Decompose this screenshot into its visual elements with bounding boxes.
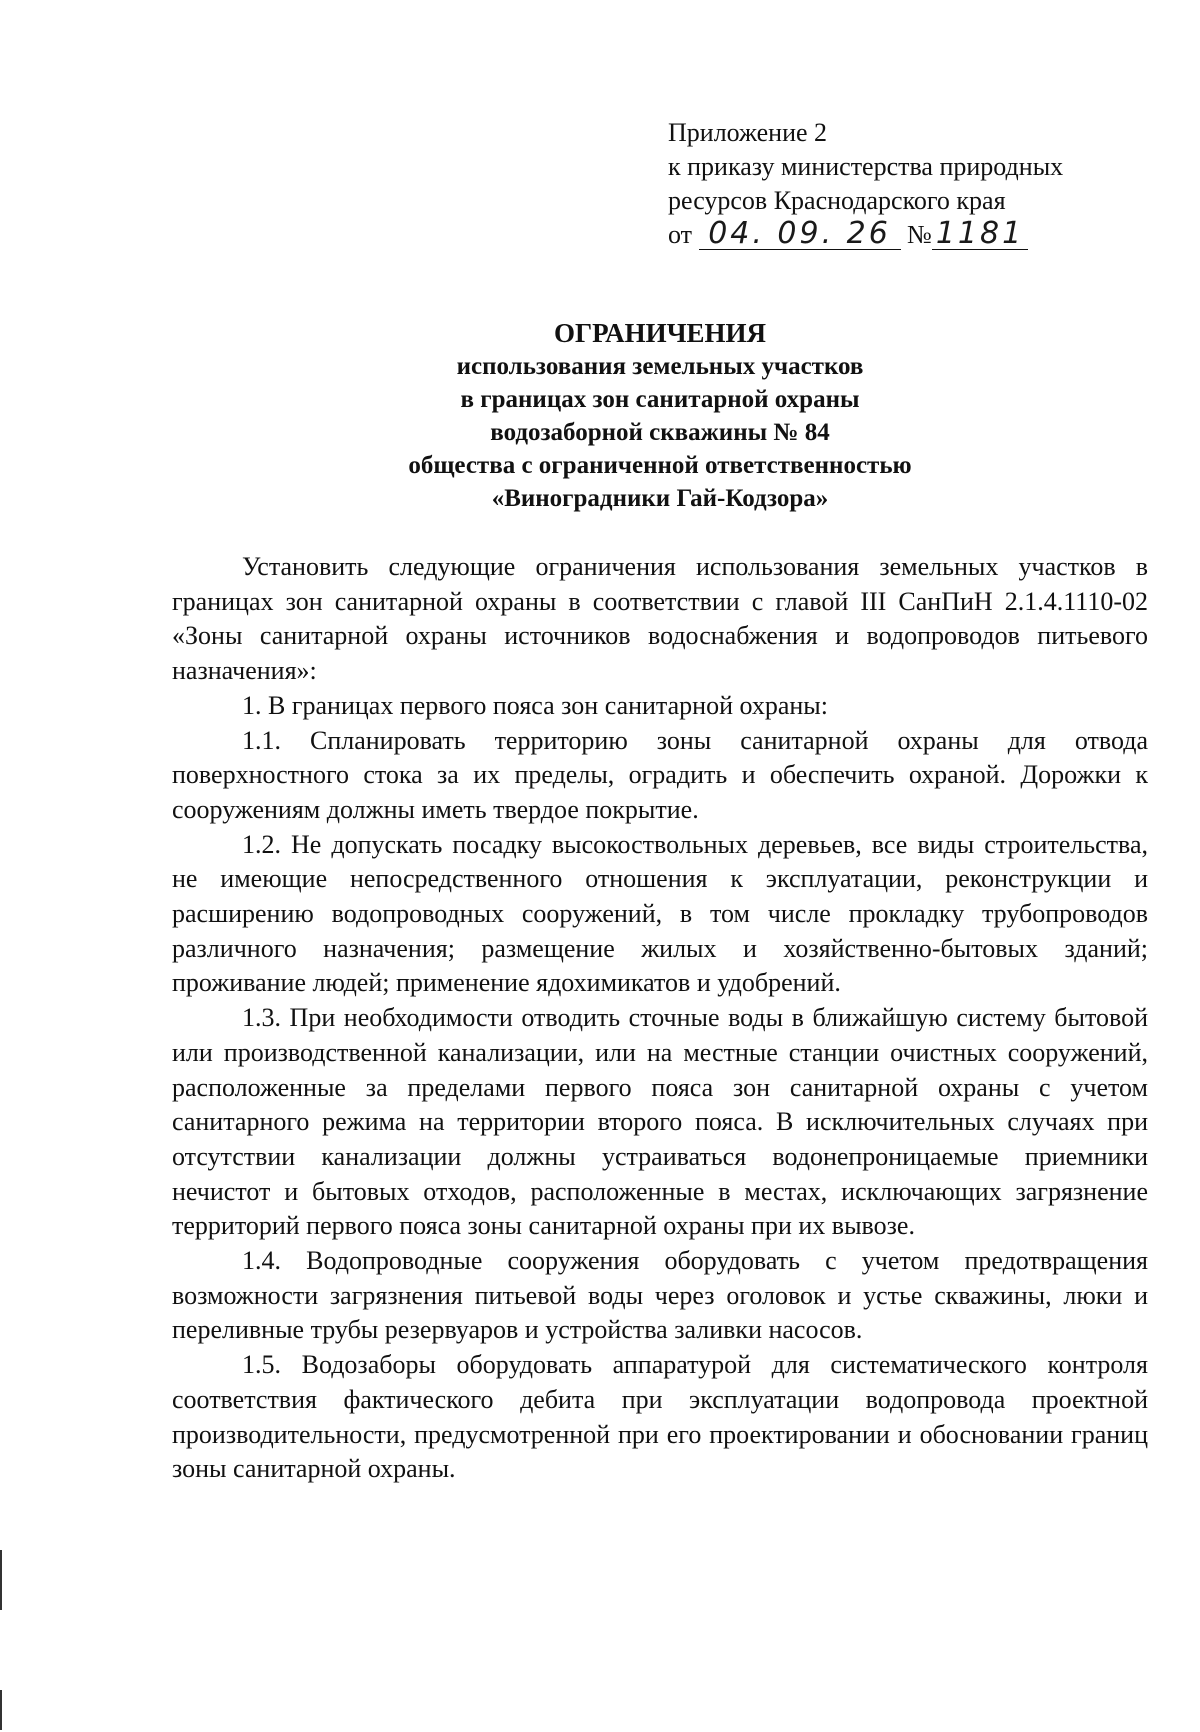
title-line: водозаборной скважины № 84: [490, 419, 830, 446]
handwritten-number: 1181: [932, 219, 1028, 250]
number-sign: №: [907, 220, 932, 249]
intro-paragraph: Установить следующие ограничения использования земельных участков в границах зон санитарной охраны в соответствии с главой III СанПиН 2.1.4.1110-02 «Зоны санитарной охраны источников водоснабжения и водопроводов питьевого назначения»:: [172, 552, 1148, 686]
appendix-order-reference: к приказу министерства природных: [668, 152, 1064, 181]
handwritten-date: 04. 09. 26: [699, 219, 901, 250]
title-line: общества с ограниченной ответственностью: [408, 452, 912, 479]
scan-edge-mark: [0, 1550, 2, 1610]
appendix-header: [668, 116, 1138, 252]
clause-1-5: 1.5. Водозаборы оборудовать аппаратурой для систематического контроля соответствия фактического дебита при эксплуатации водопровода проектной производительности, предусмотренной при его проектировании и обосновании границ зоны санитарной охраны.: [172, 1350, 1148, 1484]
clause-1-2: 1.2. Не допускать посадку высокоствольных деревьев, все виды строительства, не имеющие непосредственного отношения к эксплуатации, реконструкции и расширению водопроводных сооружений, в том числе прокладку трубопроводов различного назначения; размещение жилых и хозяйственно-бытовых зданий; проживание людей; применение ядохимикатов и удобрений.: [172, 829, 1148, 998]
title-line: использования земельных участков: [456, 353, 864, 380]
appendix-title: Приложение 2: [668, 118, 828, 147]
clause-1-4: 1.4. Водопроводные сооружения оборудовать с учетом предотвращения возможности загрязнения питьевой воды через оголовок и устье скважины, люки и переливные трубы резервуаров и устройства заливки насосов.: [172, 1246, 1148, 1345]
date-prefix: от: [668, 220, 693, 249]
document-title: [170, 316, 1150, 515]
appendix-date-number-line: [668, 218, 1138, 252]
title-line: «Виноградники Гай-Кодзора»: [491, 485, 829, 512]
title-main: ОГРАНИЧЕНИЯ: [553, 318, 767, 348]
title-line: в границах зон санитарной охраны: [460, 386, 860, 413]
section-1-heading: 1. В границах первого пояса зон санитарной охраны:: [242, 690, 828, 720]
clause-1-1: 1.1. Спланировать территорию зоны санитарной охраны для отвода поверхностного стока за их пределы, оградить и обеспечить охраной. Дорожки к сооружениям должны иметь твердое покрытие.: [172, 725, 1148, 824]
document-body: [172, 550, 1148, 1487]
clause-1-3: 1.3. При необходимости отводить сточные воды в ближайшую систему бытовой или производственной канализации, или на местные станции очистных сооружений, расположенные за пределами первого пояса зон санитарной охраны с учетом санитарного режима на территории второго пояса. В исключительных случаях при отсутствии канализации должны устраиваться водонепроницаемые приемники нечистот и бытовых отходов, расположенные в местах, исключающих загрязнение территорий первого пояса зоны санитарной охраны при их вывозе.: [172, 1003, 1148, 1241]
appendix-ministry: ресурсов Краснодарского края: [668, 186, 1006, 215]
scan-edge-mark: [0, 1690, 2, 1730]
